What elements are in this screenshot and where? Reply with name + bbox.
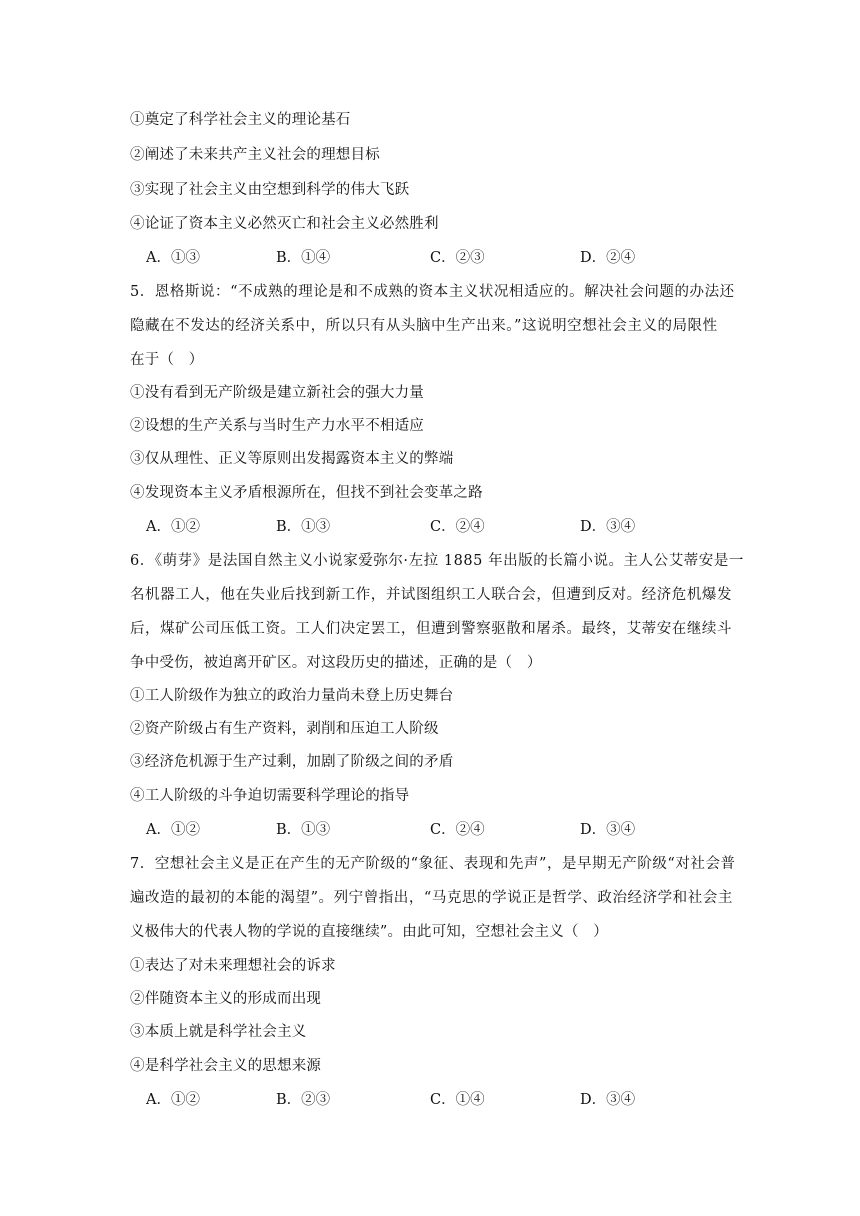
q6-stem-line-2: 名机器工人，他在失业后找到新工作，并试图组织工人联合会，但遭到反对。经济危机爆发 xyxy=(130,587,732,603)
q6-item-2: ②资产阶级占有生产资料，剥削和压迫工人阶级 xyxy=(130,721,439,737)
q5-item-4: ④发现资本主义矛盾根源所在，但找不到社会变革之路 xyxy=(130,485,483,501)
q5-stem-line-1: 5．恩格斯说：“不成熟的理论是和不成熟的资本主义状况相适应的。解决社会问题的办法还 xyxy=(130,284,735,300)
q5-stem-line-3: 在于（ ） xyxy=(130,352,204,368)
option-b: B．②③ xyxy=(276,1092,331,1108)
option-c: C．②④ xyxy=(430,822,485,838)
q6-stem-line-1: 6．《萌芽》是法国自然主义小说家爱弥尔·左拉 1885 年出版的长篇小说。主人公艾蒂安是一 xyxy=(130,553,744,569)
option-d: D．③④ xyxy=(580,1092,636,1108)
option-a: A．①② xyxy=(146,519,200,535)
q5-item-3: ③仅从理性、正义等原则出发揭露资本主义的弊端 xyxy=(130,451,454,467)
option-c: C．①④ xyxy=(430,1092,485,1108)
option-a: A．①③ xyxy=(146,250,200,266)
option-a: A．①② xyxy=(146,1092,200,1108)
option-d: D．③④ xyxy=(580,519,636,535)
q6-item-4: ④工人阶级的斗争迫切需要科学理论的指导 xyxy=(130,788,410,804)
q6-item-3: ③经济危机源于生产过剩，加剧了阶级之间的矛盾 xyxy=(130,754,454,770)
q4-item-4: ④论证了资本主义必然灭亡和社会主义必然胜利 xyxy=(130,216,439,232)
q4-item-3: ③实现了社会主义由空想到科学的伟大飞跃 xyxy=(130,182,410,198)
q7-item-2: ②伴随资本主义的形成而出现 xyxy=(130,991,322,1007)
q6-stem-line-4: 争中受伤，被迫离开矿区。对这段历史的描述，正确的是（ ） xyxy=(130,655,542,671)
option-a: A．①② xyxy=(146,822,200,838)
option-c: C．②④ xyxy=(430,519,485,535)
q6-stem-line-3: 后，煤矿公司压低工资。工人们决定罢工，但遭到警察驱散和屠杀。最终，艾蒂安在继续斗 xyxy=(130,621,732,637)
option-b: B．①③ xyxy=(276,519,331,535)
q5-item-2: ②设想的生产关系与当时生产力水平不相适应 xyxy=(130,418,424,434)
option-b: B．①③ xyxy=(276,822,331,838)
q5-stem-line-2: 隐藏在不发达的经济关系中，所以只有从头脑中生产出来。”这说明空想社会主义的局限性 xyxy=(130,318,718,334)
q6-item-1: ①工人阶级作为独立的政治力量尚未登上历史舞台 xyxy=(130,688,454,704)
q4-item-2: ②阐述了未来共产主义社会的理想目标 xyxy=(130,147,380,163)
option-d: D．②④ xyxy=(580,250,636,266)
option-b: B．①④ xyxy=(276,250,331,266)
q7-item-1: ①表达了对未来理想社会的诉求 xyxy=(130,958,336,974)
q7-item-4: ④是科学社会主义的思想来源 xyxy=(130,1058,322,1074)
q7-stem-line-2: 遍改造的最初的本能的渴望”。列宁曾指出，“马克思的学说正是哲学、政治经济学和社会主 xyxy=(130,890,733,906)
option-c: C．②③ xyxy=(430,250,485,266)
q7-stem-line-1: 7．空想社会主义是正在产生的无产阶级的“象征、表现和先声”，是早期无产阶级“对社会普 xyxy=(130,856,736,872)
q7-item-3: ③本质上就是科学社会主义 xyxy=(130,1024,307,1040)
option-d: D．③④ xyxy=(580,822,636,838)
q5-item-1: ①没有看到无产阶级是建立新社会的强大力量 xyxy=(130,385,424,401)
q4-item-1: ①奠定了科学社会主义的理论基石 xyxy=(130,112,351,128)
q7-stem-line-3: 义极伟大的代表人物的学说的直接继续”。由此可知，空想社会主义（ ） xyxy=(130,924,609,940)
